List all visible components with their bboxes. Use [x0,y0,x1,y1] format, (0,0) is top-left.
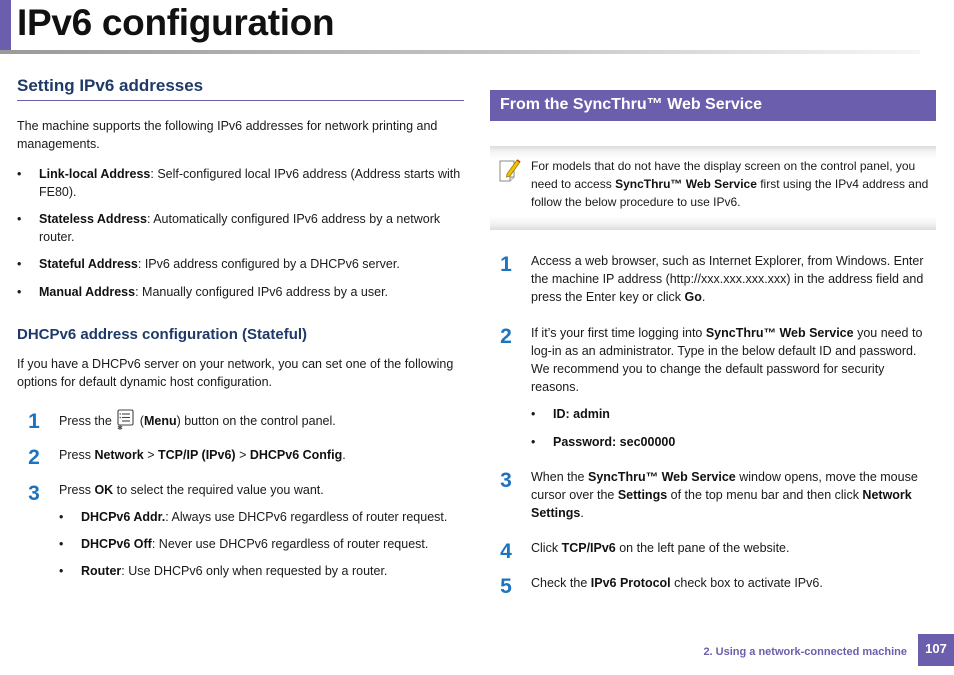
list-item: • Link-local Address: Self-configured local IPv6 address (Address starts with FE80). [17,167,461,199]
step-text: When the SyncThru™ Web Service window opens, move the mouse cursor over the Settings of the top menu bar and then click Network Settings. [531,470,918,520]
list-item: • DHCPv6 Addr.: Always use DHCPv6 regardless of router request. [59,510,448,524]
bullet-term: Link-local Address [39,167,151,181]
bullet-desc: : Manually configured IPv6 address by a user. [135,285,389,299]
dhcpv6-intro: If you have a DHCPv6 server on your network, you can set one of the following options for default dynamic host configuration. [17,357,454,389]
credential: ID: admin [553,407,610,421]
note-pencil-icon [497,157,523,183]
step-number: 1 [28,410,40,433]
bullet-term: Manual Address [39,285,136,299]
list-item: • DHCPv6 Off: Never use DHCPv6 regardless of router request. [59,537,429,551]
step-number: 3 [500,469,512,492]
step-text: Press the (Menu) button on the control panel. [59,409,459,431]
step-text: If it’s your first time logging into SyncThru™ Web Service you need to log-in as an administrator. Type in the below default ID and password. We recommend you to change the default password for security reasons. [531,326,923,394]
step-text: Click TCP/IPv6 on the left pane of the website. [531,541,790,555]
section-heading-syncthru: From the SyncThru™ Web Service [490,90,936,121]
step-text: Press OK to select the required value you want. [59,483,324,497]
bullet-term: Stateful Address [39,257,138,271]
step-text: Press Network > TCP/IP (IPv6) > DHCPv6 Config. [59,448,346,462]
page-title: IPv6 configuration [17,2,335,43]
option-desc: : Never use DHCPv6 regardless of router request. [151,537,429,551]
list-item: • Router: Use DHCPv6 only when requested by a router. [59,564,388,578]
step-number: 2 [28,446,40,469]
step-number: 5 [500,575,512,598]
list-item: • Password: sec00000 [531,435,676,449]
list-item: • Stateless Address: Automatically configured IPv6 address by a network router. [17,212,441,244]
credential: Password: sec00000 [553,435,676,449]
title-side-bar [0,0,11,52]
option-desc: : Always use DHCPv6 regardless of router request. [165,510,448,524]
option-term: DHCPv6 Off [81,537,152,551]
bullet-desc: : Automatically configured IPv6 address by a network router. [39,212,441,244]
step-text: Check the IPv6 Protocol check box to activate IPv6. [531,576,823,590]
bullet-desc: : Self-configured local IPv6 address (Address starts with FE80). [39,167,461,199]
intro-paragraph: The machine supports the following IPv6 addresses for network printing and managements. [17,119,438,151]
list-item: • ID: admin [531,407,610,421]
title-rule [0,50,920,54]
section-heading-setting-ipv6: Setting IPv6 addresses [17,74,464,101]
menu-icon [116,409,135,431]
list-item: • Manual Address: Manually configured IPv6 address by a user. [17,285,389,299]
option-term: Router [81,564,122,578]
note-text: For models that do not have the display screen on the control panel, you need to access SyncThru™ Web Service first using the IPv4 address and follow the below procedure to use IPv6. [531,159,929,209]
bullet-desc: : IPv6 address configured by a DHCPv6 server. [137,257,400,271]
bullet-term: Stateless Address [39,212,147,226]
footer-chapter: 2. Using a network-connected machine [703,646,907,658]
subheading-dhcpv6: DHCPv6 address configuration (Stateful) [17,326,308,343]
step-number: 4 [500,540,512,563]
option-desc: : Use DHCPv6 only when requested by a router. [121,564,388,578]
list-item: • Stateful Address: IPv6 address configured by a DHCPv6 server. [17,257,400,271]
step-number: 3 [28,482,40,505]
option-term: DHCPv6 Addr. [81,510,166,524]
step-number: 2 [500,325,512,348]
step-number: 1 [500,253,512,276]
step-text: Access a web browser, such as Internet Explorer, from Windows. Enter the machine IP address (http://xxx.xxx.xxx.xxx) in the address field and press the Enter key or click Go. [531,254,924,304]
page-number: 107 [918,634,954,666]
